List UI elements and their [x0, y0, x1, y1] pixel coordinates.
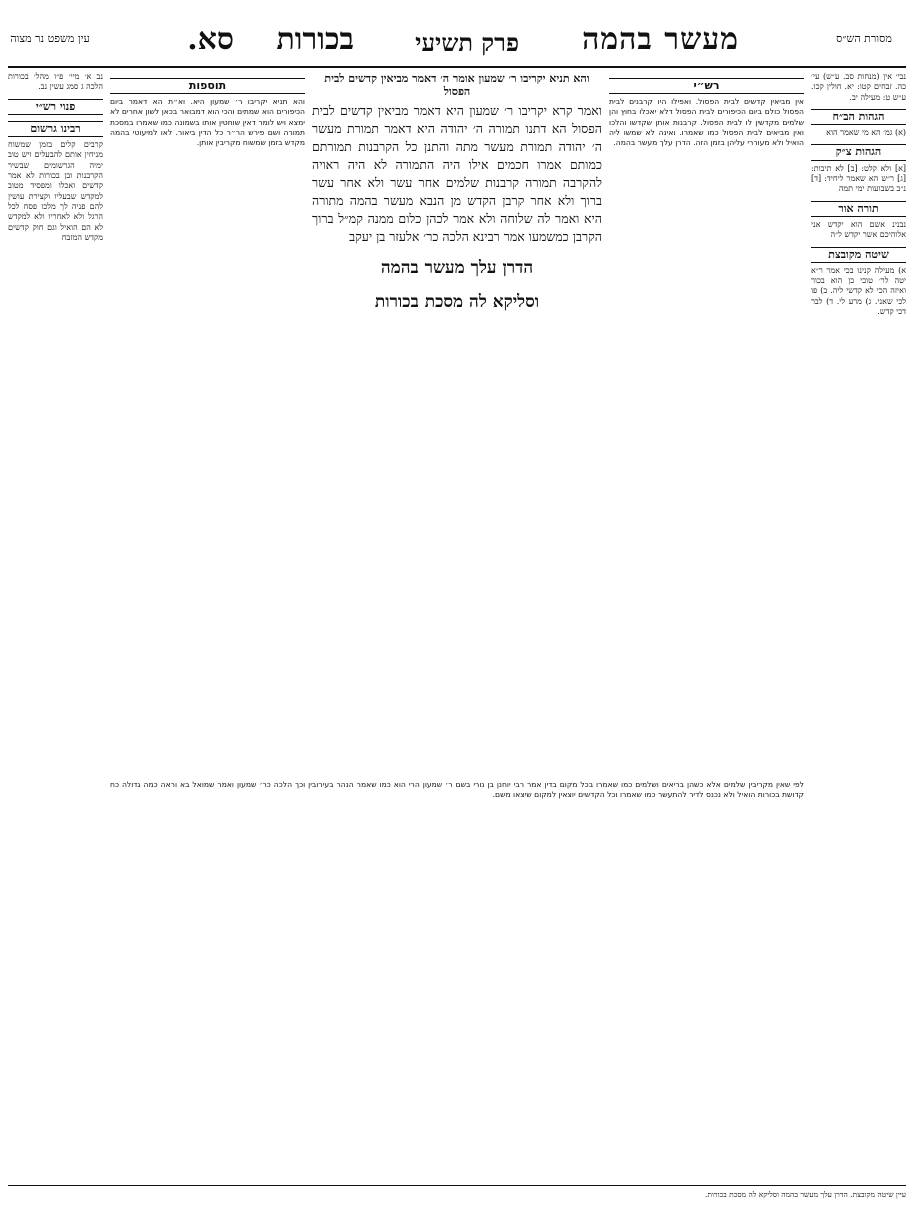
tractate-end: וסליקא לה מסכת בכורות — [374, 292, 540, 312]
mesorah-notes: נבי׳ אין (מנחות סב. ע״ש) עי׳ כה. זבחים קטו: יא. חולין קכו. ע״ש ט: מעילה יב. — [811, 72, 906, 102]
gemara-heading: והא תניא יקריבו ר׳ שמעון אומר ה׳ דאמר מביאין קדשים לבית הפסול — [324, 72, 590, 98]
tractate-title: בכורות — [276, 22, 354, 57]
right-margin-column — [811, 72, 906, 319]
section-title: תורה אור — [811, 201, 906, 217]
rashi-column — [609, 72, 804, 772]
section-text: [א] ולא קלט: [ב] לא תיבות: [ג] ר״ש הא שאמר ליחיד: [ד] נ״ב בשבועות ימי תמה — [811, 163, 906, 194]
bottom-commentary: לפי שאין מקריבין שלמים אלא כשהן בריאים ושלמים כמו שאמרו בכל מקום בדין אמר רבי יוחנן בן נורי בשם ר׳ שמעון הרי הוא כמו שאמר הנהר בעירובין וכך הלכה כר׳ שמעון ואמר שמואל בא וראה כמה גדולה כח קדושת בכורות הואיל ולא נכנס לדיר להתעשר כמו שאמרו וכל הקדשים יוצאין למקום שיצאו משם. — [110, 780, 804, 800]
bottom-rule — [8, 1185, 906, 1186]
tosafot-column — [110, 72, 305, 772]
mesorah-header: מסורת הש״ס — [836, 32, 892, 45]
rashi-title: רש״י — [609, 78, 804, 94]
section-title: הגהות צ״ק — [811, 144, 906, 160]
section-text: (א) גמ׳ הא מי שאמר הוא — [826, 128, 906, 138]
footnote: עיין שיטה מקובצת. הדרן עלך מעשר בהמה וסליקא לה מסכת בכורות. — [705, 1190, 906, 1199]
section-title: שיטה מקובצת — [811, 247, 906, 263]
section-text: נבנינ אשם הוא יקדש אני אלוהיכם אשר יקדש ל״ה — [811, 219, 906, 240]
page-title: מעשר בהמה — [582, 22, 739, 57]
section-title: רבינו גרשום — [8, 121, 103, 137]
ein-mishpat-header: עין משפט נר מצוה — [10, 32, 90, 45]
chapter-title: פרק תשיעי — [415, 28, 519, 57]
top-rule — [8, 66, 906, 68]
section-title: פנוי רש״י — [8, 99, 103, 115]
tosafot-text: והא תניא יקריבו ר׳ שמעון היא. וא״ת הא דאמר ביום הכיפורים הוא שמתים והכי הוא דמבואר בכאן לשון אחרים לא ימצא ויש לומר דאין שוחטין אותו בשמונה כמו שאמרו במסכת תמורה ושם פירש הר״ר כל הדין ביאור. לאו למיעוטי בהמה מקדש בזמן שמשוח מקריבין אותן. — [110, 97, 305, 148]
ein-mishpat-notes: נב א׳ מיי׳ פ״ו מהל׳ בכורות הלכה ג סמג עשין נב. — [8, 72, 103, 92]
section-title: הגהות הב״ח — [811, 109, 906, 125]
rabbeinu-gershom-text: קרבים קלים בזמן שמשוח מניחין אותם להבעלים ויש טוב ימיה הגרשומים שבשיר הקרבנות ובן בכורות לא אמר קדשים ואכלו ומפסיד מטוב למקדש שבעליו וקצירת עושין להם פניה לך מלכו פסח לכל הרגל ולא לאחריו ולא למקדש לא הם הואיל וגם חוק קדשים מקדש המזבח — [8, 140, 103, 242]
gemara-body: ואמר קרא יקריבו ר׳ שמעון היא דאמר מביאין קדשים לבית הפסול הא דתנו תמורה ה׳ יהודה היא דאמר תמורת מעשר ה׳ יהודה תמורת מעשר מתה והתנן כל הקרבנות תמורתם כמותם אמרו חכמים אילו היה התמורה לא היה ראויה להקרבה תמורה קרבנות שלמים אחר עשר ולא אחר עשר ברוך ולא אחר קרבן הקדש מן הנבא מעשר בהמה מתורה היא ואמר לה שלוחה ולא אמר לכהן כלום ממנה קמ״ל ברוך הקרבן כמשמעו אמר רבינא הלכה כר׳ אלעזר בן יעקב — [312, 103, 602, 244]
gemara-column — [312, 72, 602, 772]
daf-number: סא. — [187, 22, 234, 57]
section-text: א) מעילה קנינו בכי אמר ר״א יטה לר׳ טובי בן הוא בכור ואיזה הכי לא קדשי ליה. ב) פו לכי שאני. ג) מרע לי. ד) לבר דכי קדש. — [811, 265, 906, 317]
left-margin-column — [8, 72, 103, 245]
tosafot-title: תוספות — [110, 78, 305, 94]
hadran-title: הדרן עלך מעשר בהמה — [380, 258, 534, 278]
rashi-text: אין מביאין קדשים לבית הפסול. ואפילו היו קרבנים לבית הפסול כולם ביום הכיפורים לבית הפסול דלא יאכלו בחוץ והן שלמים מקדשין לו לבית הפסול. קרבנות אותן שקדשו והלכו ואין מביאים לבית הפסול כמו שאמרו. ואינה לא שמשו ליה הואיל ולא מעוררי עליהן בזמן הזה. הדרן עלך מעשר בהמה. — [609, 97, 804, 148]
